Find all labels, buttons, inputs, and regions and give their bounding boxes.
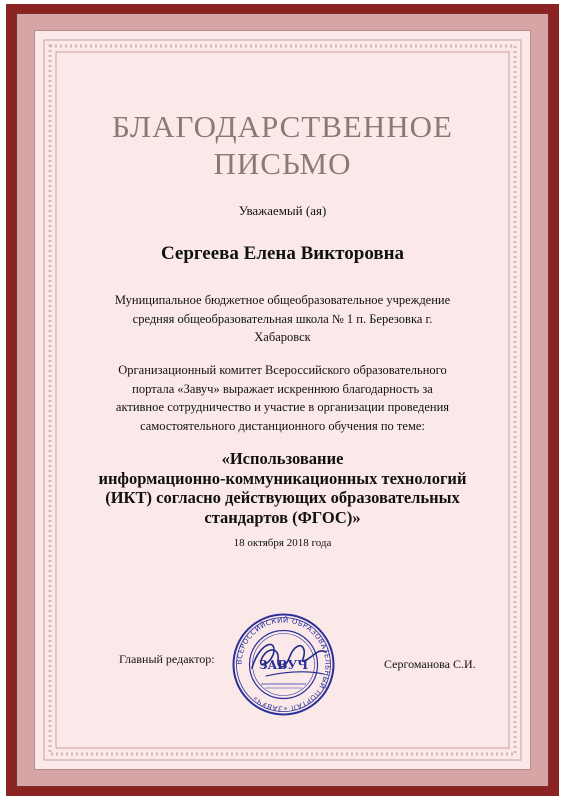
- topic-line: (ИКТ) согласно действующих образовательных: [105, 488, 460, 507]
- certificate-title: [80, 108, 485, 182]
- body-line: самостоятельного дистанционного обучения по теме:: [140, 418, 425, 433]
- organization-line: Хабаровск: [254, 330, 311, 344]
- topic-title: [70, 449, 495, 527]
- certificate-date: 18 октября 2018 года: [233, 537, 332, 549]
- title-line: ПИСЬМО: [213, 146, 352, 181]
- signature-icon: [244, 628, 334, 688]
- body-line: Организационный комитет Всероссийского образовательного: [118, 363, 447, 377]
- editor-label: Главный редактор:: [119, 652, 215, 666]
- body-line: активное сотрудничество и участие в организации проведения: [115, 400, 450, 414]
- editor-name: Сергоманова С.И.: [384, 657, 476, 671]
- seal-outer-text: ВСЕРОССИЙСКИЙ ОБРАЗОВАТЕЛЬНЫЙ ПОРТАЛ «ЗАВУЧ»: [235, 616, 332, 713]
- topic-line: стандартов (ФГОС)»: [204, 507, 361, 527]
- gratitude-text: [90, 361, 475, 435]
- body-line: портала «Завуч» выражает искреннюю благодарность за: [132, 381, 433, 396]
- organization-line: Муниципальное бюджетное общеобразовательное учреждение: [114, 293, 451, 307]
- topic-line: информационно-коммуникационных технологий: [98, 468, 467, 488]
- topic-line: «Использование: [221, 449, 344, 468]
- title-line: БЛАГОДАРСТВЕННОЕ: [112, 109, 453, 144]
- seal-inner-text: ЗАВУЧ: [258, 658, 309, 672]
- organization-line: средняя общеобразовательная школа № 1 п. Березовка г.: [132, 311, 433, 326]
- organization: [90, 291, 475, 347]
- salutation: Уважаемый (ая): [238, 203, 327, 218]
- recipient-name: Сергеева Елена Викторовна: [160, 243, 405, 264]
